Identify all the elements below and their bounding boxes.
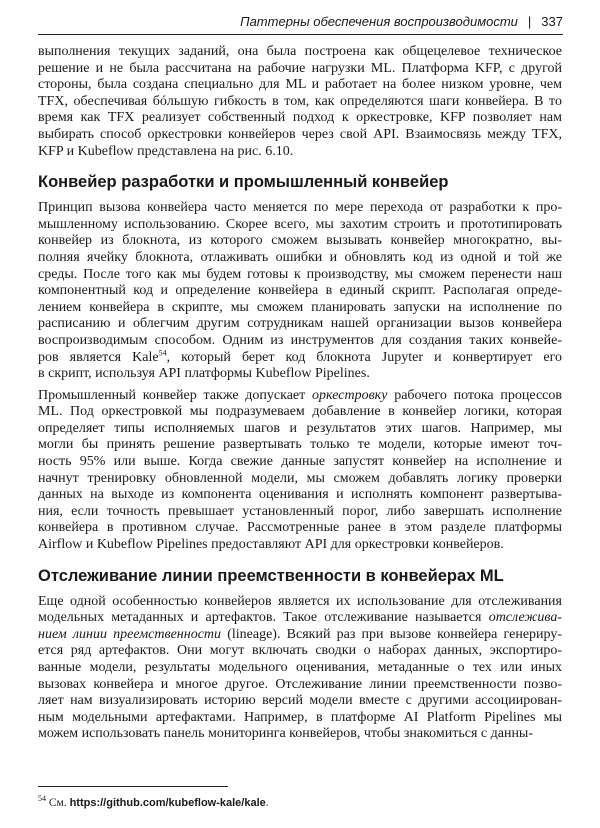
text-run: среды. После того как мы будем готовы к производству, мы сможем перенести наш xyxy=(38,266,562,282)
text-run: компонентный код и определение конвейера в единый скрипт. Располагая опреде- xyxy=(38,283,562,299)
text-line xyxy=(38,726,562,743)
text-run: полняя ячейку блокнота, отлаживать ошибки и обновлять код из одной и той же xyxy=(38,249,562,265)
text-line xyxy=(38,366,562,383)
text-run: модельных метаданных и артефактов. Такое отслеживание называется xyxy=(38,610,489,626)
text-run: ется ряд артефактов. Они могут включать сводки о наборах данных, экспортиро- xyxy=(38,643,562,659)
paragraph xyxy=(38,44,562,160)
text-line xyxy=(38,300,562,317)
italic-term: нием линии преемственности xyxy=(38,626,222,642)
footnote-link[interactable]: https://github.com/kubeflow-kale/kale xyxy=(69,797,266,809)
text-run: в скрипт, используя API платформы Kubeflow Pipelines. xyxy=(38,366,370,382)
text-run: стороны, была создана специально для ML и работает на более низком уровне, чем xyxy=(38,77,562,93)
text-line xyxy=(38,347,562,367)
paragraph xyxy=(38,200,562,383)
text-run: рабочего потока процессов xyxy=(387,387,562,403)
text-run: ния, если точность превышает установленный порог, либо завершать исполнение xyxy=(38,503,562,519)
running-title: Паттерны обеспечения воспроизводимости xyxy=(240,14,518,29)
text-line xyxy=(38,333,562,350)
text-run: расписанию и облегчим другим сотрудникам нашей организации вызов конвейера xyxy=(38,316,562,332)
text-line xyxy=(38,471,562,488)
running-header xyxy=(38,12,563,35)
italic-term: оркестровку xyxy=(312,387,388,403)
text-line xyxy=(38,233,562,250)
text-run: решение и не была рассчитана на рабочие нагрузки ML. Платформа KFP, с другой xyxy=(38,60,562,76)
text-run: , который берет код блокнота Jupyter и конвертирует его xyxy=(166,349,562,365)
paragraph xyxy=(38,594,562,743)
text-run: лением конвейера в скрипте, мы сможем планировать запуски на исполнение по xyxy=(38,299,562,315)
text-run: время как TFX реализует собственный подход к оркестровке, KFP позволяет нам xyxy=(38,110,562,126)
text-run: TFX, обеспечивая бóльшую гибкость в том, как определяются шаги конвейера. В то xyxy=(38,93,562,109)
text-line xyxy=(38,421,562,438)
text-run: выбирать способ оркестровки конвейеров через свой API. Взаимосвязь между TFX, xyxy=(38,126,562,142)
text-line xyxy=(38,44,562,61)
text-run: вызовах конвейера и многое другое. Отслеживание линии преемственности позво- xyxy=(38,676,562,692)
text-line xyxy=(38,404,562,421)
paragraph xyxy=(38,388,562,554)
text-line xyxy=(38,660,562,677)
text-line xyxy=(38,643,562,660)
text-line xyxy=(38,77,562,94)
footnote xyxy=(38,796,269,810)
footnote-divider xyxy=(38,786,228,787)
text-run: Airflow и Kubeflow Pipelines предоставляют API для оркестровки конвейеров. xyxy=(38,537,504,553)
text-line xyxy=(38,316,562,333)
footnote-number: 54 xyxy=(38,794,46,804)
text-run: ность 95% или выше. Когда свежие данные запустят конвейер на исполнение и xyxy=(38,454,562,470)
text-run: ляет нам визуализировать историю версий модели вместе с другими ассоциирован- xyxy=(38,693,562,709)
text-run: начнут тренировку обновленной модели, мы сможем добавлять логику проверки xyxy=(38,470,562,486)
text-line xyxy=(38,283,562,300)
text-run: Принцип вызова конвейера часто меняется по мере перехода от разработки к про- xyxy=(38,200,562,216)
text-line xyxy=(38,388,562,405)
text-line xyxy=(38,537,562,554)
section-heading: Отслеживание линии преемственности в конвейерах ML xyxy=(38,566,504,585)
page-body xyxy=(38,44,562,748)
text-run: Промышленный конвейер также допускает xyxy=(38,387,313,403)
text-run: ML. Под оркестровкой мы подразумеваем добавление в конвейер логики, которая xyxy=(38,404,562,420)
footnote-reference: 54 xyxy=(158,347,167,357)
text-line xyxy=(38,677,562,694)
italic-term: отслежива- xyxy=(488,610,562,626)
text-line xyxy=(38,610,562,627)
text-line xyxy=(38,487,562,504)
header-separator: | xyxy=(527,14,532,29)
footnote-prefix: См. xyxy=(48,797,67,809)
text-run: воспроизводимым способом. Одним из инструментов для создания таких конвейе- xyxy=(38,332,562,348)
text-line xyxy=(38,710,562,727)
text-line xyxy=(38,61,562,78)
text-run: данных на выходе из компонента оценивания и исполнять компонент развертыва- xyxy=(38,487,562,503)
text-run: мышленному использованию. Скорее всего, мы захотим строить и прототипировать xyxy=(38,216,562,232)
text-line xyxy=(38,504,562,521)
text-line xyxy=(38,693,562,710)
text-run: ров является Kale xyxy=(38,349,159,365)
text-line xyxy=(38,144,562,161)
text-line xyxy=(38,110,562,127)
text-run: можем использовать панель мониторинга конвейеров, чтобы знакомиться с данны- xyxy=(38,726,534,742)
text-line xyxy=(38,94,562,111)
text-line xyxy=(38,437,562,454)
text-run: ным модельными артефактами. Например, в платформе AI Platform Pipelines мы xyxy=(38,709,562,725)
text-run: конвейера в противном случае. Рассмотренные ранее в этом разделе платформы xyxy=(38,520,562,536)
text-run: (lineage). Всякий раз при вызове конвейера генериру- xyxy=(221,626,563,642)
text-line xyxy=(38,267,562,284)
text-run: KFP и Kubeflow представлена на рис. 6.10. xyxy=(38,143,294,159)
page-number: 337 xyxy=(541,14,563,29)
section-heading: Конвейер разработки и промышленный конвейер xyxy=(38,173,449,192)
text-run: ванные модели, результаты модельного оценивания, метаданные о тех или иных xyxy=(38,660,562,675)
text-run: могли бы принять решение развертывать только те модели, которые имеют точ- xyxy=(38,437,562,453)
text-run: конвейер из блокнота, из которого сможем вызывать конвейер многократно, вы- xyxy=(38,233,562,249)
text-run: выполнения текущих заданий, она была построена как общецелевое техническое xyxy=(38,44,562,59)
text-line xyxy=(38,627,562,644)
text-line xyxy=(38,594,562,611)
text-run: Еще одной особенностью конвейеров является их использование для отслеживания xyxy=(38,593,562,609)
text-line xyxy=(38,200,562,217)
footnote-suffix: . xyxy=(265,797,269,809)
text-line xyxy=(38,454,562,471)
text-line xyxy=(38,250,562,267)
text-run: определяет типы исполняемых шагов и результатов этих шагов. Например, мы xyxy=(38,420,562,436)
text-line xyxy=(38,520,562,537)
text-line xyxy=(38,127,562,144)
text-line xyxy=(38,217,562,234)
